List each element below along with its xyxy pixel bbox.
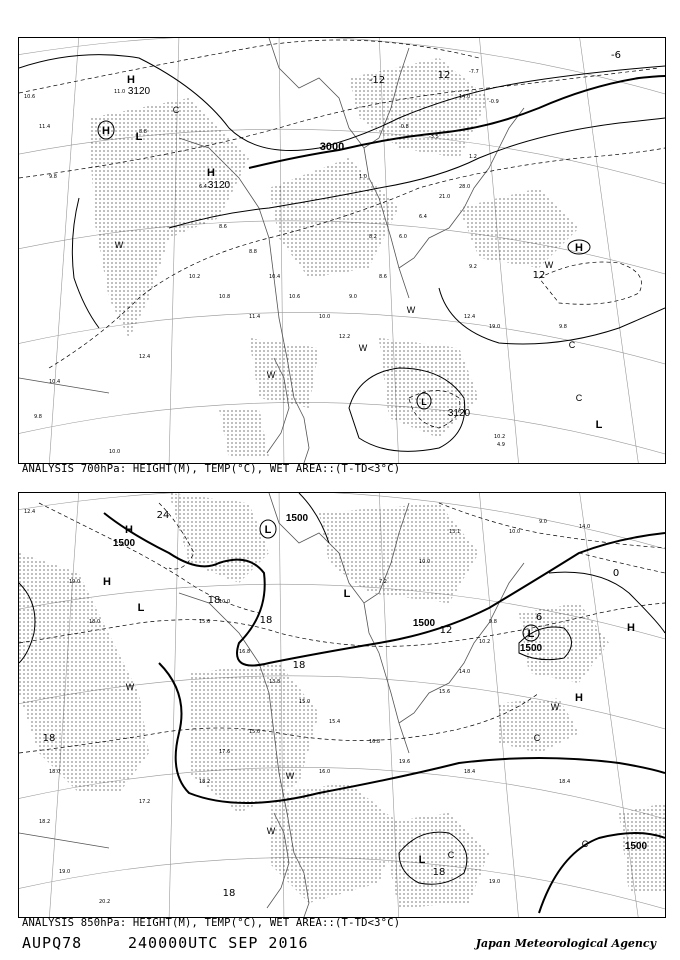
svg-text:18.4: 18.4 — [464, 769, 476, 775]
svg-text:21.0: 21.0 — [439, 194, 451, 200]
cold-marker: C — [575, 393, 583, 403]
bottom-isotherm-18: 18 — [207, 595, 221, 606]
wet-areas — [19, 493, 665, 908]
cold-marker: C — [533, 733, 541, 743]
bottom-contour-1500-b: 1500 — [285, 513, 309, 524]
bottom-isotherm-6: 6 — [535, 612, 543, 623]
bottom-isotherm-12: 12 — [439, 625, 453, 636]
svg-text:-0.8: -0.8 — [399, 124, 409, 130]
low-center-label: L — [595, 419, 603, 431]
svg-text:9.8: 9.8 — [49, 174, 57, 180]
svg-text:17.6: 17.6 — [219, 749, 231, 755]
top-isotherm-12-b: 12 — [532, 270, 546, 281]
top-isotherm-minus12: -12 — [368, 75, 386, 86]
svg-text:15.4: 15.4 — [329, 719, 341, 725]
svg-text:10.0: 10.0 — [319, 314, 331, 320]
warm-marker: W — [285, 771, 295, 781]
svg-text:13.8: 13.8 — [269, 679, 281, 685]
top-contour-3120-b: 3120 — [207, 180, 231, 191]
low-center-label: L — [421, 397, 427, 407]
svg-text:10.2: 10.2 — [189, 274, 201, 280]
high-center-label: H — [125, 524, 133, 536]
bottom-isotherm-0: 0 — [612, 568, 620, 579]
warm-marker: W — [358, 343, 368, 353]
svg-text:9.0: 9.0 — [349, 294, 357, 300]
svg-text:16.8: 16.8 — [369, 739, 381, 745]
high-center-label: H — [575, 692, 583, 704]
warm-marker: W — [125, 682, 135, 692]
svg-text:4.9: 4.9 — [497, 442, 505, 448]
svg-text:8.6: 8.6 — [379, 274, 387, 280]
svg-text:9.8: 9.8 — [559, 324, 567, 330]
low-center-label: L — [135, 131, 143, 143]
svg-text:1.2: 1.2 — [469, 154, 477, 160]
svg-text:7.2: 7.2 — [379, 579, 387, 585]
cold-marker: C — [568, 340, 576, 350]
svg-text:19.0: 19.0 — [59, 869, 71, 875]
svg-text:6.4: 6.4 — [419, 214, 427, 220]
high-center-label: H — [103, 576, 111, 588]
svg-text:10.6: 10.6 — [289, 294, 301, 300]
svg-text:8.8: 8.8 — [139, 129, 147, 135]
svg-text:10.0: 10.0 — [109, 449, 121, 455]
warm-marker: W — [406, 305, 416, 315]
svg-text:14.0: 14.0 — [579, 524, 591, 530]
bottom-contour-1500-e: 1500 — [624, 841, 648, 852]
cold-marker: C — [447, 850, 455, 860]
svg-text:14.0: 14.0 — [459, 94, 471, 100]
svg-text:-0.9: -0.9 — [489, 99, 499, 105]
caption-700hpa: ANALYSIS 700hPa: HEIGHT(M), TEMP(°C), WET AREA::(T-TD<3°C) — [22, 463, 401, 475]
high-center-label: H — [575, 242, 583, 254]
svg-text:28.0: 28.0 — [459, 184, 471, 190]
svg-text:-3.5: -3.5 — [429, 134, 439, 140]
svg-text:9.8: 9.8 — [489, 619, 497, 625]
low-center-label: L — [527, 628, 535, 640]
svg-text:19.6: 19.6 — [399, 759, 411, 765]
svg-text:10.0: 10.0 — [219, 599, 231, 605]
warm-marker: W — [544, 260, 554, 270]
bottom-contour-1500-d: 1500 — [519, 643, 543, 654]
cold-marker: C — [172, 105, 180, 115]
low-center-label: L — [264, 524, 272, 536]
bottom-contour-1500-c: 1500 — [412, 618, 436, 629]
svg-text:15.0: 15.0 — [299, 699, 311, 705]
low-center-label: L — [418, 854, 426, 866]
warm-marker: W — [114, 240, 124, 250]
cold-marker: C — [581, 839, 589, 849]
low-center-label: L — [343, 588, 351, 600]
svg-text:8.2: 8.2 — [369, 234, 377, 240]
svg-text:6.4: 6.4 — [199, 184, 207, 190]
bottom-isotherm-18: 18 — [432, 867, 446, 878]
svg-text:12.4: 12.4 — [24, 509, 36, 515]
svg-text:18.4: 18.4 — [559, 779, 571, 785]
svg-text:9.0: 9.0 — [539, 519, 547, 525]
wet-areas — [89, 58, 579, 458]
warm-marker: W — [266, 826, 276, 836]
high-center-label: H — [627, 622, 635, 634]
map-700hpa — [18, 37, 666, 464]
svg-text:10.4: 10.4 — [49, 379, 61, 385]
svg-text:11.4: 11.4 — [39, 124, 51, 130]
bottom-isotherm-24: 24 — [156, 510, 170, 521]
valid-time: 240000UTC SEP 2016 — [128, 934, 309, 952]
svg-text:10.2: 10.2 — [479, 639, 491, 645]
svg-text:20.2: 20.2 — [99, 899, 111, 905]
svg-text:12.4: 12.4 — [464, 314, 476, 320]
high-center-label: H — [207, 167, 215, 179]
svg-text:18.0: 18.0 — [49, 769, 61, 775]
svg-text:8.6: 8.6 — [219, 224, 227, 230]
svg-text:18.0: 18.0 — [89, 619, 101, 625]
map-700hpa-graphic — [19, 38, 665, 463]
svg-text:11.4: 11.4 — [249, 314, 261, 320]
svg-text:15.6: 15.6 — [199, 619, 211, 625]
svg-text:10.0: 10.0 — [419, 559, 431, 565]
svg-text:14.0: 14.0 — [459, 669, 471, 675]
svg-text:18.2: 18.2 — [39, 819, 51, 825]
top-contour-3000: 3000 — [319, 141, 345, 153]
svg-text:12.2: 12.2 — [339, 334, 351, 340]
svg-text:17.2: 17.2 — [139, 799, 151, 805]
bottom-isotherm-18: 18 — [259, 615, 273, 626]
svg-text:15.0: 15.0 — [249, 729, 261, 735]
top-contour-3120-c: 3120 — [447, 408, 471, 419]
svg-text:19.0: 19.0 — [69, 579, 81, 585]
agency-name: Japan Meteorological Agency — [475, 937, 656, 950]
svg-text:9.8: 9.8 — [34, 414, 42, 420]
svg-text:10.0: 10.0 — [509, 529, 521, 535]
top-isotherm-minus6: -6 — [611, 50, 621, 61]
caption-850hpa: ANALYSIS 850hPa: HEIGHT(M), TEMP(°C), WET AREA::(T-TD<3°C) — [22, 917, 401, 929]
map-850hpa — [18, 492, 666, 918]
high-center-label: H — [102, 125, 110, 137]
bottom-contour-1500-a: 1500 — [112, 538, 136, 549]
svg-text:16.8: 16.8 — [239, 649, 251, 655]
svg-text:19.0: 19.0 — [489, 324, 501, 330]
warm-marker: W — [550, 702, 560, 712]
svg-text:10.6: 10.6 — [24, 94, 36, 100]
svg-text:18.2: 18.2 — [199, 779, 211, 785]
high-center-label: H — [127, 74, 135, 86]
top-isotherm-12-a: 12 — [437, 70, 451, 81]
svg-text:8.8: 8.8 — [249, 249, 257, 255]
top-contour-3120-a: 3120 — [127, 86, 151, 97]
map-850hpa-graphic — [19, 493, 665, 917]
svg-text:9.2: 9.2 — [469, 264, 477, 270]
svg-text:19.0: 19.0 — [489, 879, 501, 885]
svg-text:6.0: 6.0 — [399, 234, 407, 240]
svg-text:13.1: 13.1 — [449, 529, 461, 535]
bottom-isotherm-18: 18 — [42, 733, 56, 744]
svg-text:10.2: 10.2 — [494, 434, 506, 440]
svg-text:15.6: 15.6 — [439, 689, 451, 695]
svg-text:12.4: 12.4 — [139, 354, 151, 360]
svg-text:10.4: 10.4 — [269, 274, 281, 280]
svg-text:16.0: 16.0 — [319, 769, 331, 775]
svg-text:11.0: 11.0 — [114, 89, 126, 95]
warm-marker: W — [266, 370, 276, 380]
chart-id: AUPQ78 — [22, 934, 83, 952]
bottom-isotherm-18: 18 — [222, 888, 236, 899]
svg-text:10.8: 10.8 — [219, 294, 231, 300]
low-center-label: L — [137, 602, 145, 614]
svg-text:1.0: 1.0 — [359, 174, 367, 180]
svg-text:-7.7: -7.7 — [469, 69, 479, 75]
bottom-isotherm-18: 18 — [292, 660, 306, 671]
